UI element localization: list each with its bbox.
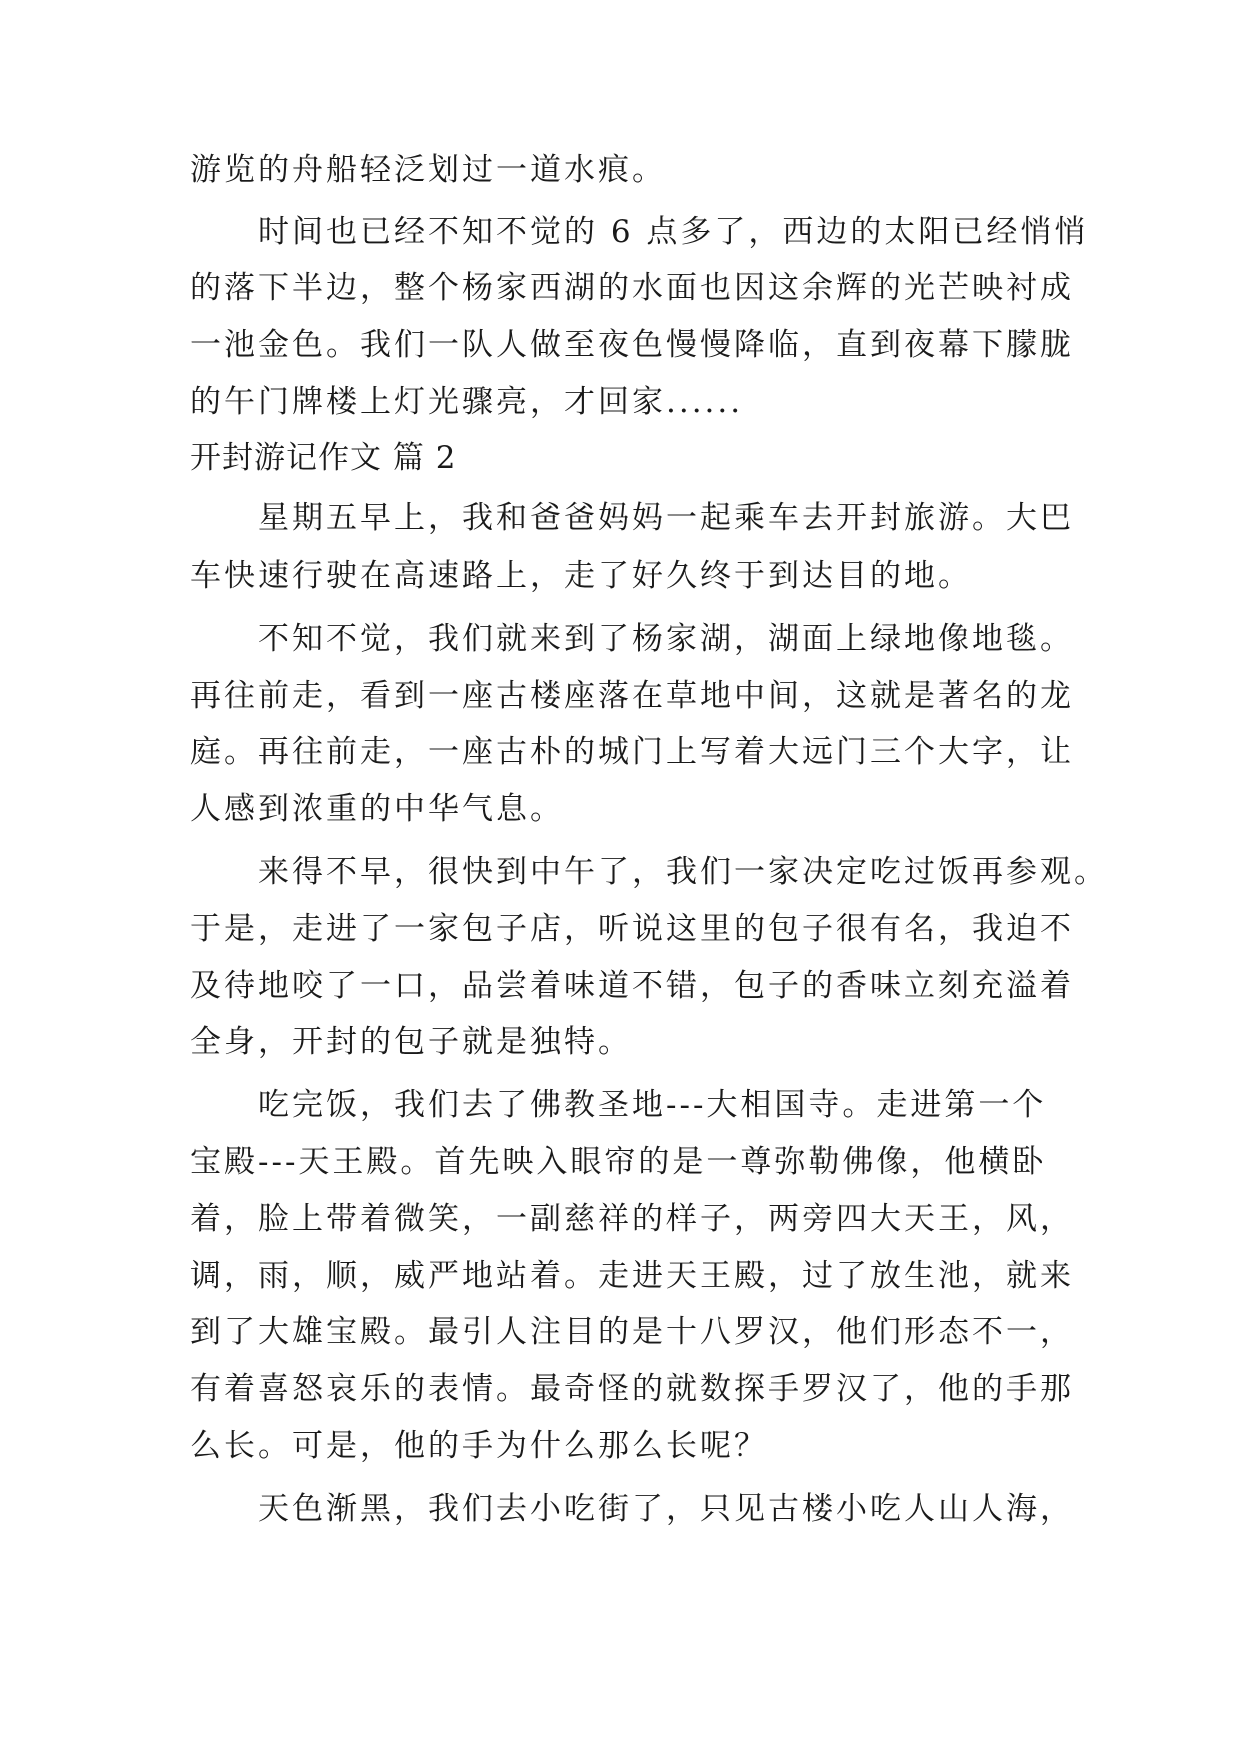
paragraph-first-line: 来得不早，很快到中午了，我们一家决定吃过饭再参观。 <box>258 854 1108 890</box>
text-line: 的午门牌楼上灯光骤亮，才回家...... <box>190 384 744 420</box>
text-line: 再往前走，看到一座古楼座落在草地中间，这就是著名的龙 <box>190 678 1074 714</box>
section-heading: 开封游记作文 篇 2 <box>190 440 457 476</box>
text-line: 及待地咬了一口，品尝着味道不错，包子的香味立刻充溢着 <box>190 968 1074 1004</box>
paragraph-first-line: 吃完饭，我们去了佛教圣地---大相国寺。走进第一个 <box>258 1087 1047 1123</box>
text-line: 的落下半边，整个杨家西湖的水面也因这余辉的光芒映衬成 <box>190 270 1074 306</box>
text-line: 于是，走进了一家包子店，听说这里的包子很有名，我迫不 <box>190 911 1074 947</box>
text-line: 全身，开封的包子就是独特。 <box>190 1024 632 1060</box>
text-line: 调，雨，顺，威严地站着。走进天王殿，过了放生池，就来 <box>190 1258 1074 1294</box>
text-line: 着，脸上带着微笑，一副慈祥的样子，两旁四大天王，风， <box>190 1201 1074 1237</box>
paragraph-first-line: 时间也已经不知不觉的 6 点多了，西边的太阳已经悄悄 <box>258 214 1089 250</box>
paragraph-first-line: 天色渐黑，我们去小吃街了，只见古楼小吃人山人海， <box>258 1491 1074 1527</box>
paragraph-first-line: 星期五早上，我和爸爸妈妈一起乘车去开封旅游。大巴 <box>258 500 1074 536</box>
text-line: 一池金色。我们一队人做至夜色慢慢降临，直到夜幕下朦胧 <box>190 327 1074 363</box>
text-line: 有着喜怒哀乐的表情。最奇怪的就数探手罗汉了，他的手那 <box>190 1371 1074 1407</box>
text-line: 宝殿---天王殿。首先映入眼帘的是一尊弥勒佛像，他横卧 <box>190 1144 1047 1180</box>
text-line: 么长。可是，他的手为什么那么长呢？ <box>190 1428 768 1464</box>
text-line: 庭。再往前走，一座古朴的城门上写着大远门三个大字，让 <box>190 734 1074 770</box>
text-line: 游览的舟船轻泛划过一道水痕。 <box>190 152 666 188</box>
text-line: 人感到浓重的中华气息。 <box>190 791 564 827</box>
paragraph-first-line: 不知不觉，我们就来到了杨家湖，湖面上绿地像地毯。 <box>258 621 1074 657</box>
text-line: 到了大雄宝殿。最引人注目的是十八罗汉，他们形态不一， <box>190 1314 1074 1350</box>
text-line: 车快速行驶在高速路上，走了好久终于到达目的地。 <box>190 558 972 594</box>
